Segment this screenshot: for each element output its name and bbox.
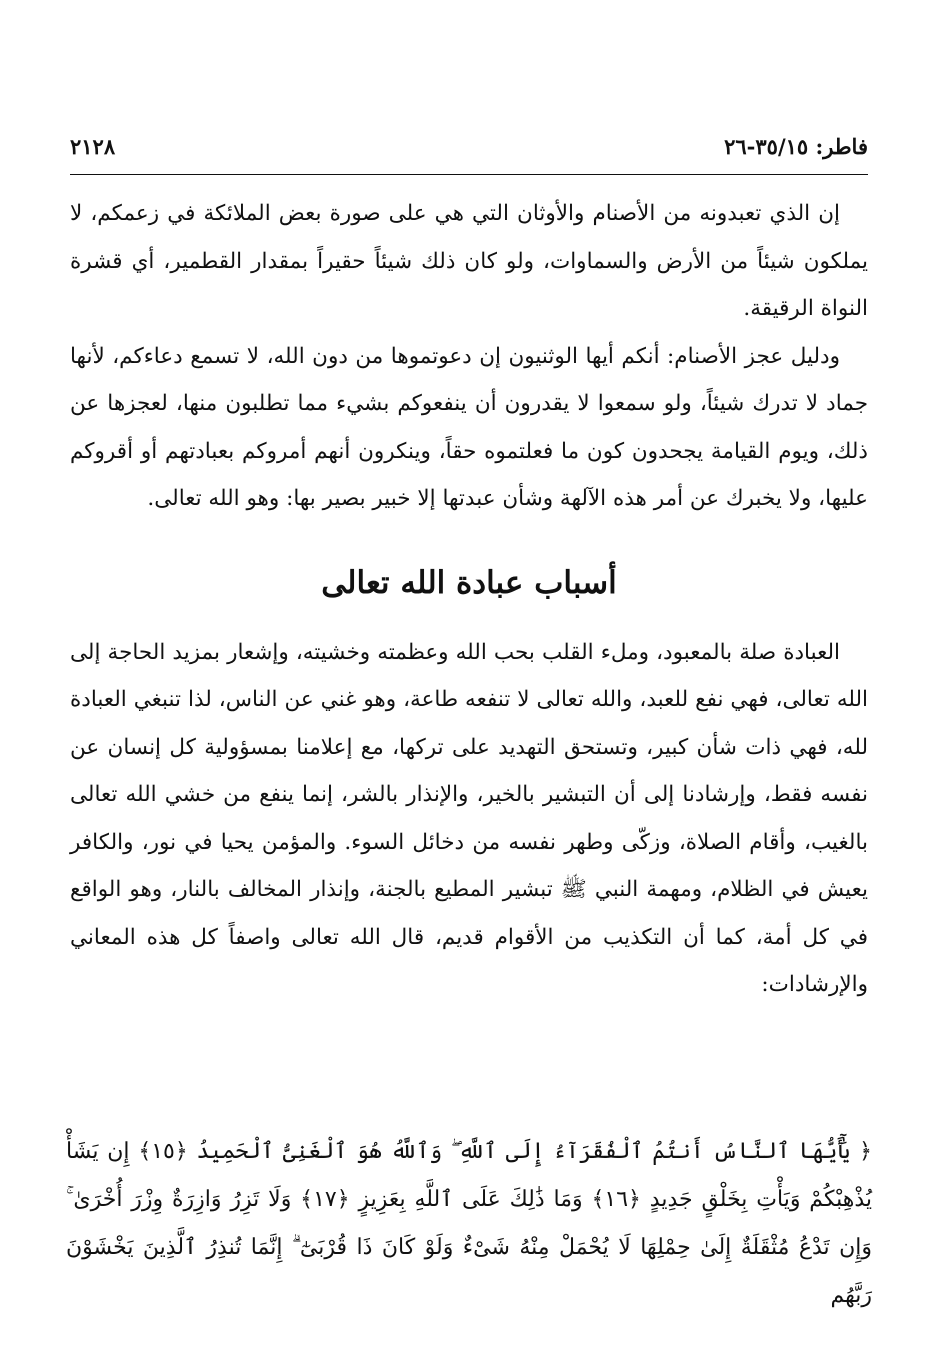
page-number: ٢١٢٨ [70, 133, 116, 159]
chapter-reference: فاطر: ٣٥/١٥-٢٦ [724, 133, 868, 159]
page-body [70, 190, 868, 1009]
section-title: أسباب عبادة الله تعالى [321, 564, 617, 601]
quran-verses: ﴿ يَٰٓأَيُّهَا ٱلنَّاسُ أَنتُمُ ٱلْفُقَرَآءُ إِلَى ٱللَّهِ ۖ وَٱللَّهُ هُوَ ٱلْغَنِىُّ ٱلْحَمِيدُ ﴿١٥﴾ إِن يَشَأْ يُذْهِبْكُمْ وَيَأْتِ بِخَلْقٍ جَدِيدٍ ﴿١٦﴾ وَمَا ذَٰلِكَ عَلَى ٱللَّهِ بِعَزِيزٍ ﴿١٧﴾ وَلَا تَزِرُ وَازِرَةٌ وِزْرَ أُخْرَىٰ ۚ وَإِن تَدْعُ مُثْقَلَةٌ إِلَىٰ حِمْلِهَا لَا يُحْمَلْ مِنْهُ شَىْءٌ وَلَوْ كَانَ ذَا قُرْبَىٰٓ ۗ إِنَّمَا تُنذِرُ ٱلَّذِينَ يَخْشَوْنَ رَبَّهُم [66, 1139, 873, 1308]
header-rule [70, 174, 868, 175]
paragraph-proof-of-weakness: ودليل عجز الأصنام: أنكم أيها الوثنيون إن دعوتموها من دون الله، لا تسمع دعاءكم، لأنها جماد لا تدرك شيئاً، ولو سمعوا لا يقدرون أن ينفعوكم بشيء مما تطلبون منها، لعجزها عن ذلك، ويوم القيامة يجحدون كون ما فعلتموه حقاً، وينكرون أنهم أمروكم بعبادتهم أو أقروكم عليها، ولا يخبرك عن أمر هذه الآلهة وشأن عبدتها إلا خبير بصير بها: وهو الله تعالى. [70, 343, 868, 511]
paragraph-reasons-for-worship: العبادة صلة بالمعبود، وملء القلب بحب الله وعظمته وخشيته، وإشعار بمزيد الحاجة إلى الله تعالى، فهي نفع للعبد، والله تعالى لا تنفعه طاعة، وهو غني عن الناس، لذا تنبغي العبادة لله، فهي ذات شأن كبير، وتستحق التهديد على تركها، مع إعلامنا بمسؤولية كل إنسان عن نفسه فقط، وإرشادنا إلى أن التبشير بالخير، والإنذار بالشر، إنما ينفع من خشي الله تعالى بالغيب، وأقام الصلاة، وزكّى وطهر نفسه من دخائل السوء. والمؤمن يحيا في نور، والكافر يعيش في الظلام، ومهمة النبي ﷺ تبشير المطيع بالجنة، وإنذار المخالف بالنار، وهو الواقع في كل أمة، كما أن التكذيب من الأقوام قديم، قال الله تعالى واصفاً كل هذه المعاني والإرشادات: [70, 639, 868, 997]
paragraph-idols-powerless: إن الذي تعبدونه من الأصنام والأوثان التي هي على صورة بعض الملائكة في زعمكم، لا يملكون شيئاً من الأرض والسماوات، ولو كان ذلك شيئاً حقيراً بمقدار القطمير، أي قشرة النواة الرقيقة. [70, 201, 868, 321]
running-header [70, 128, 868, 164]
